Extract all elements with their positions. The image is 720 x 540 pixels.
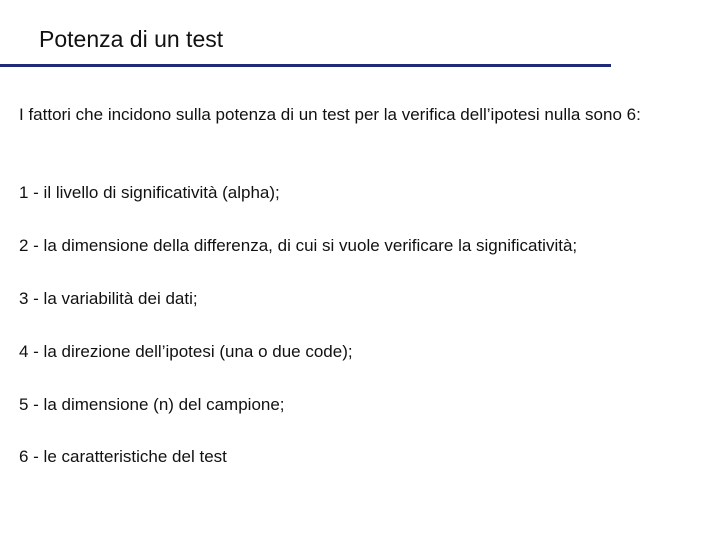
- factor-item-4: 4 - la direzione dell’ipotesi (una o due code);: [19, 342, 353, 361]
- factor-item-5: 5 - la dimensione (n) del campione;: [19, 395, 285, 414]
- slide-title: Potenza di un test: [39, 26, 224, 52]
- factor-item-1: 1 - il livello di significatività (alpha);: [19, 183, 280, 202]
- factor-item-3: 3 - la variabilità dei dati;: [19, 289, 198, 308]
- factor-item-6: 6 - le caratteristiche del test: [19, 447, 227, 466]
- factor-item-2: 2 - la dimensione della differenza, di cui si vuole verificare la significatività;: [19, 236, 578, 255]
- title-underline: [0, 64, 611, 67]
- intro-paragraph: I fattori che incidono sulla potenza di un test per la verifica dell’ipotesi nulla sono 6:: [19, 105, 641, 124]
